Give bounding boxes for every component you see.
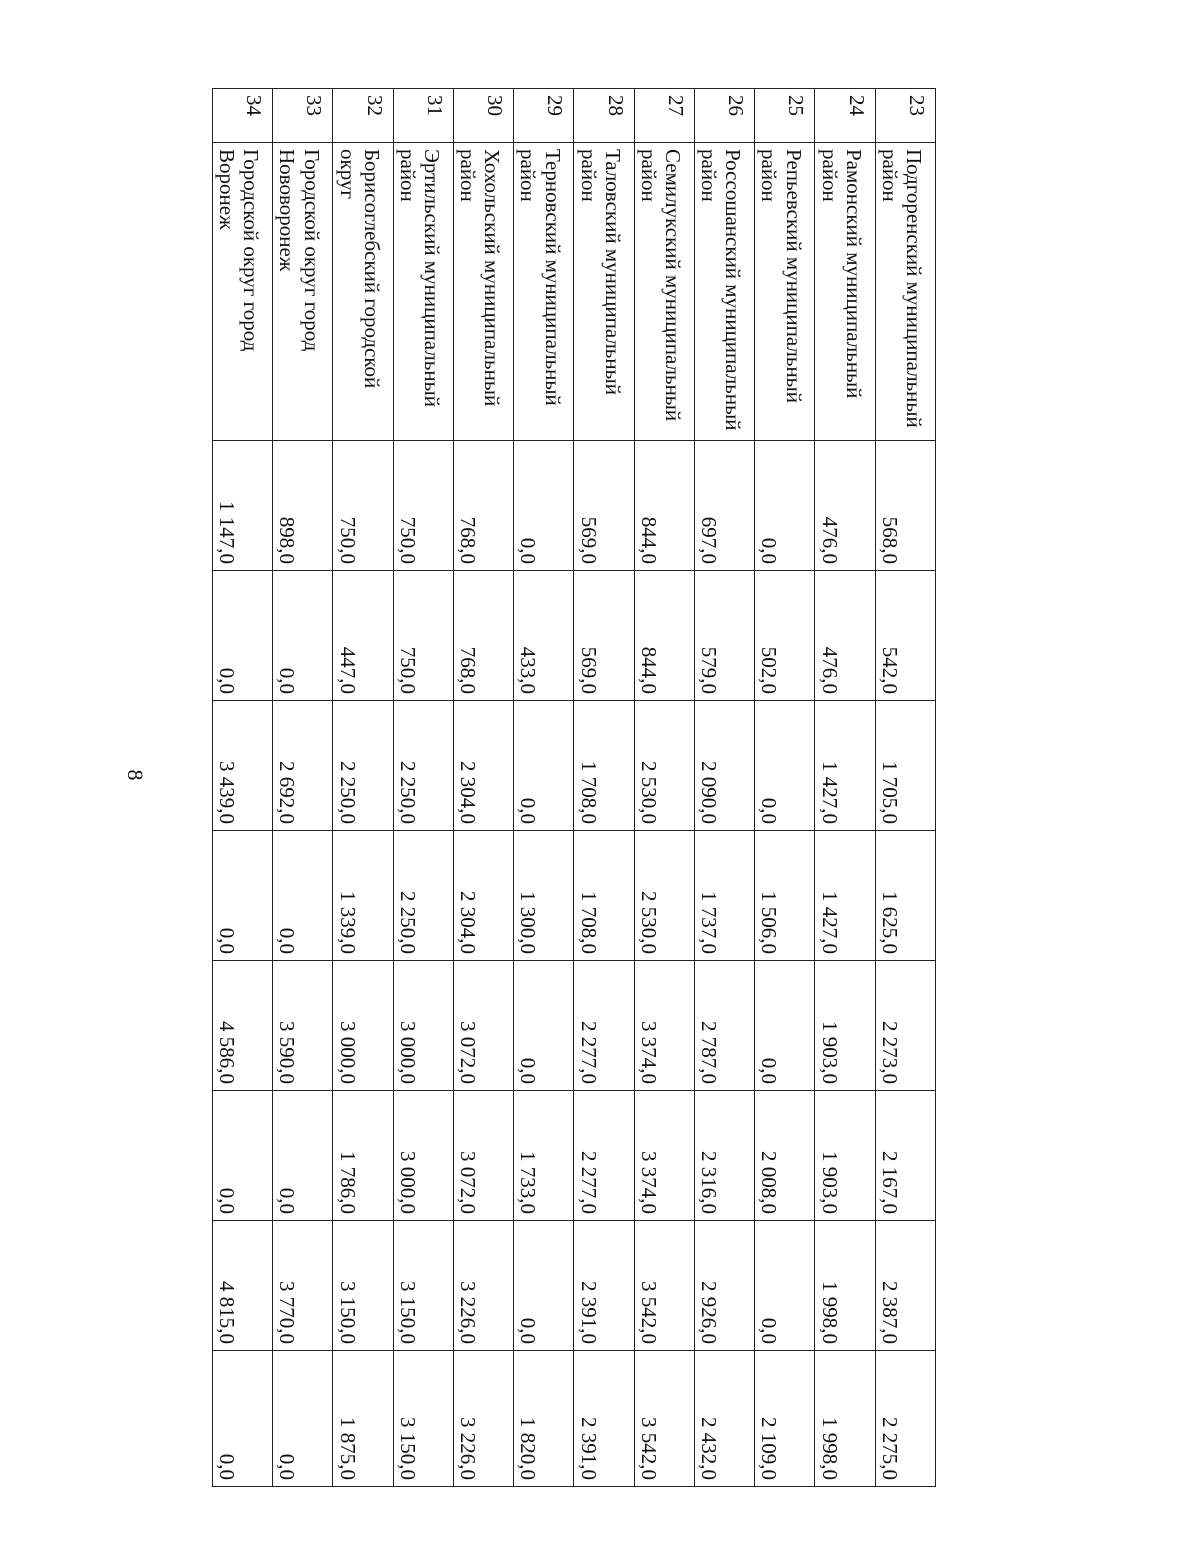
value-cell-c8: 0,0: [213, 1351, 273, 1487]
value-cell-c6: 2 008,0: [755, 1091, 815, 1221]
municipality-name-cell: Таловский муниципальный район: [574, 143, 634, 441]
row-number-cell: 26: [695, 89, 755, 143]
municipality-name-cell: Семилукский муниципальный район: [634, 143, 694, 441]
value-cell-c4: 1 339,0: [333, 831, 393, 961]
table-row: [333, 89, 393, 1487]
value-cell-c4: 1 300,0: [514, 831, 574, 961]
value-cell-c5: 0,0: [514, 961, 574, 1091]
value-cell-c8: 3 542,0: [634, 1351, 694, 1487]
value-cell-c5: 2 787,0: [695, 961, 755, 1091]
value-cell-c1: 0,0: [514, 441, 574, 571]
value-cell-c8: 2 275,0: [875, 1351, 935, 1487]
value-cell-c3: 2 304,0: [454, 701, 514, 831]
table-container: [212, 88, 936, 1486]
value-cell-c5: 4 586,0: [213, 961, 273, 1091]
value-cell-c4: 1 708,0: [574, 831, 634, 961]
row-number-cell: 34: [213, 89, 273, 143]
value-cell-c5: 1 903,0: [815, 961, 875, 1091]
value-cell-c3: 2 530,0: [634, 701, 694, 831]
value-cell-c8: 2 391,0: [574, 1351, 634, 1487]
value-cell-c7: 1 998,0: [815, 1221, 875, 1351]
value-cell-c8: 0,0: [273, 1351, 333, 1487]
value-cell-c1: 1 147,0: [213, 441, 273, 571]
value-cell-c3: 0,0: [514, 701, 574, 831]
value-cell-c8: 2 432,0: [695, 1351, 755, 1487]
value-cell-c2: 579,0: [695, 571, 755, 701]
table-row: [875, 89, 935, 1487]
value-cell-c7: 3 226,0: [454, 1221, 514, 1351]
value-cell-c8: 2 109,0: [755, 1351, 815, 1487]
row-number-cell: 23: [875, 89, 935, 143]
value-cell-c4: 1 506,0: [755, 831, 815, 961]
value-cell-c4: 2 304,0: [454, 831, 514, 961]
value-cell-c7: 3 542,0: [634, 1221, 694, 1351]
table-row: [755, 89, 815, 1487]
value-cell-c8: 1 820,0: [514, 1351, 574, 1487]
value-cell-c2: 447,0: [333, 571, 393, 701]
value-cell-c7: 3 770,0: [273, 1221, 333, 1351]
value-cell-c5: 3 000,0: [393, 961, 453, 1091]
value-cell-c6: 0,0: [213, 1091, 273, 1221]
value-cell-c4: 2 250,0: [393, 831, 453, 961]
value-cell-c7: 0,0: [514, 1221, 574, 1351]
value-cell-c3: 1 427,0: [815, 701, 875, 831]
municipality-name-cell: Подгоренский муниципальный район: [875, 143, 935, 441]
value-cell-c6: 1 903,0: [815, 1091, 875, 1221]
value-cell-c1: 568,0: [875, 441, 935, 571]
value-cell-c1: 898,0: [273, 441, 333, 571]
value-cell-c8: 3 150,0: [393, 1351, 453, 1487]
value-cell-c2: 844,0: [634, 571, 694, 701]
value-cell-c6: 2 277,0: [574, 1091, 634, 1221]
municipality-name-cell: Терновский муниципальный район: [514, 143, 574, 441]
municipality-name-cell: Хохольский муниципальный район: [454, 143, 514, 441]
value-cell-c5: 0,0: [755, 961, 815, 1091]
value-cell-c4: 0,0: [273, 831, 333, 961]
value-cell-c4: 2 530,0: [634, 831, 694, 961]
row-number-cell: 25: [755, 89, 815, 143]
value-cell-c2: 542,0: [875, 571, 935, 701]
value-cell-c6: 0,0: [273, 1091, 333, 1221]
municipality-name-cell: Репьевский муниципальный район: [755, 143, 815, 441]
value-cell-c1: 750,0: [333, 441, 393, 571]
municipality-name-cell: Рамонский муниципальный район: [815, 143, 875, 441]
value-cell-c3: 3 439,0: [213, 701, 273, 831]
value-cell-c2: 0,0: [213, 571, 273, 701]
value-cell-c1: 697,0: [695, 441, 755, 571]
value-cell-c6: 2 316,0: [695, 1091, 755, 1221]
value-cell-c5: 3 374,0: [634, 961, 694, 1091]
value-cell-c1: 569,0: [574, 441, 634, 571]
value-cell-c6: 2 167,0: [875, 1091, 935, 1221]
value-cell-c7: 2 387,0: [875, 1221, 935, 1351]
value-cell-c7: 3 150,0: [393, 1221, 453, 1351]
value-cell-c1: 750,0: [393, 441, 453, 571]
table-row: [514, 89, 574, 1487]
row-number-cell: 33: [273, 89, 333, 143]
value-cell-c3: 2 090,0: [695, 701, 755, 831]
value-cell-c8: 1 875,0: [333, 1351, 393, 1487]
value-cell-c2: 750,0: [393, 571, 453, 701]
value-cell-c7: 2 926,0: [695, 1221, 755, 1351]
value-cell-c2: 476,0: [815, 571, 875, 701]
value-cell-c8: 1 998,0: [815, 1351, 875, 1487]
value-cell-c3: 1 708,0: [574, 701, 634, 831]
value-cell-c6: 3 000,0: [393, 1091, 453, 1221]
row-number-cell: 31: [393, 89, 453, 143]
value-cell-c3: 2 250,0: [393, 701, 453, 831]
value-cell-c7: 4 815,0: [213, 1221, 273, 1351]
value-cell-c8: 3 226,0: [454, 1351, 514, 1487]
value-cell-c6: 3 374,0: [634, 1091, 694, 1221]
value-cell-c5: 3 000,0: [333, 961, 393, 1091]
page-number: 8: [123, 769, 148, 781]
row-number-cell: 30: [454, 89, 514, 143]
table-row: [574, 89, 634, 1487]
value-cell-c2: 569,0: [574, 571, 634, 701]
value-cell-c3: 1 705,0: [875, 701, 935, 831]
value-cell-c5: 2 277,0: [574, 961, 634, 1091]
table-row: [454, 89, 514, 1487]
municipality-name-cell: Россошанский муниципальный район: [695, 143, 755, 441]
table-row: [213, 89, 273, 1487]
value-cell-c1: 844,0: [634, 441, 694, 571]
value-cell-c6: 1 733,0: [514, 1091, 574, 1221]
value-cell-c7: 3 150,0: [333, 1221, 393, 1351]
value-cell-c6: 1 786,0: [333, 1091, 393, 1221]
row-number-cell: 27: [634, 89, 694, 143]
value-cell-c1: 0,0: [755, 441, 815, 571]
municipality-name-cell: Городской округ город Воронеж: [213, 143, 273, 441]
value-cell-c3: 2 250,0: [333, 701, 393, 831]
table-row: [695, 89, 755, 1487]
value-cell-c5: 2 273,0: [875, 961, 935, 1091]
municipality-name-cell: Городской округ город Нововоронеж: [273, 143, 333, 441]
value-cell-c2: 0,0: [273, 571, 333, 701]
value-cell-c7: 2 391,0: [574, 1221, 634, 1351]
table-row: [634, 89, 694, 1487]
value-cell-c3: 2 692,0: [273, 701, 333, 831]
table-row: [393, 89, 453, 1487]
value-cell-c3: 0,0: [755, 701, 815, 831]
municipality-name-cell: Эртильский муниципальный район: [393, 143, 453, 441]
value-cell-c5: 3 072,0: [454, 961, 514, 1091]
table-row: [273, 89, 333, 1487]
row-number-cell: 24: [815, 89, 875, 143]
value-cell-c4: 0,0: [213, 831, 273, 961]
row-number-cell: 28: [574, 89, 634, 143]
value-cell-c4: 1 737,0: [695, 831, 755, 961]
value-cell-c2: 502,0: [755, 571, 815, 701]
rotated-table-frame: [212, 88, 936, 1486]
municipality-name-cell: Борисоглебский городской округ: [333, 143, 393, 441]
table-row: [815, 89, 875, 1487]
value-cell-c2: 433,0: [514, 571, 574, 701]
value-cell-c1: 476,0: [815, 441, 875, 571]
value-cell-c5: 3 590,0: [273, 961, 333, 1091]
value-cell-c6: 3 072,0: [454, 1091, 514, 1221]
data-table: [212, 88, 936, 1487]
value-cell-c4: 1 427,0: [815, 831, 875, 961]
value-cell-c1: 768,0: [454, 441, 514, 571]
value-cell-c4: 1 625,0: [875, 831, 935, 961]
value-cell-c7: 0,0: [755, 1221, 815, 1351]
row-number-cell: 32: [333, 89, 393, 143]
value-cell-c2: 768,0: [454, 571, 514, 701]
row-number-cell: 29: [514, 89, 574, 143]
